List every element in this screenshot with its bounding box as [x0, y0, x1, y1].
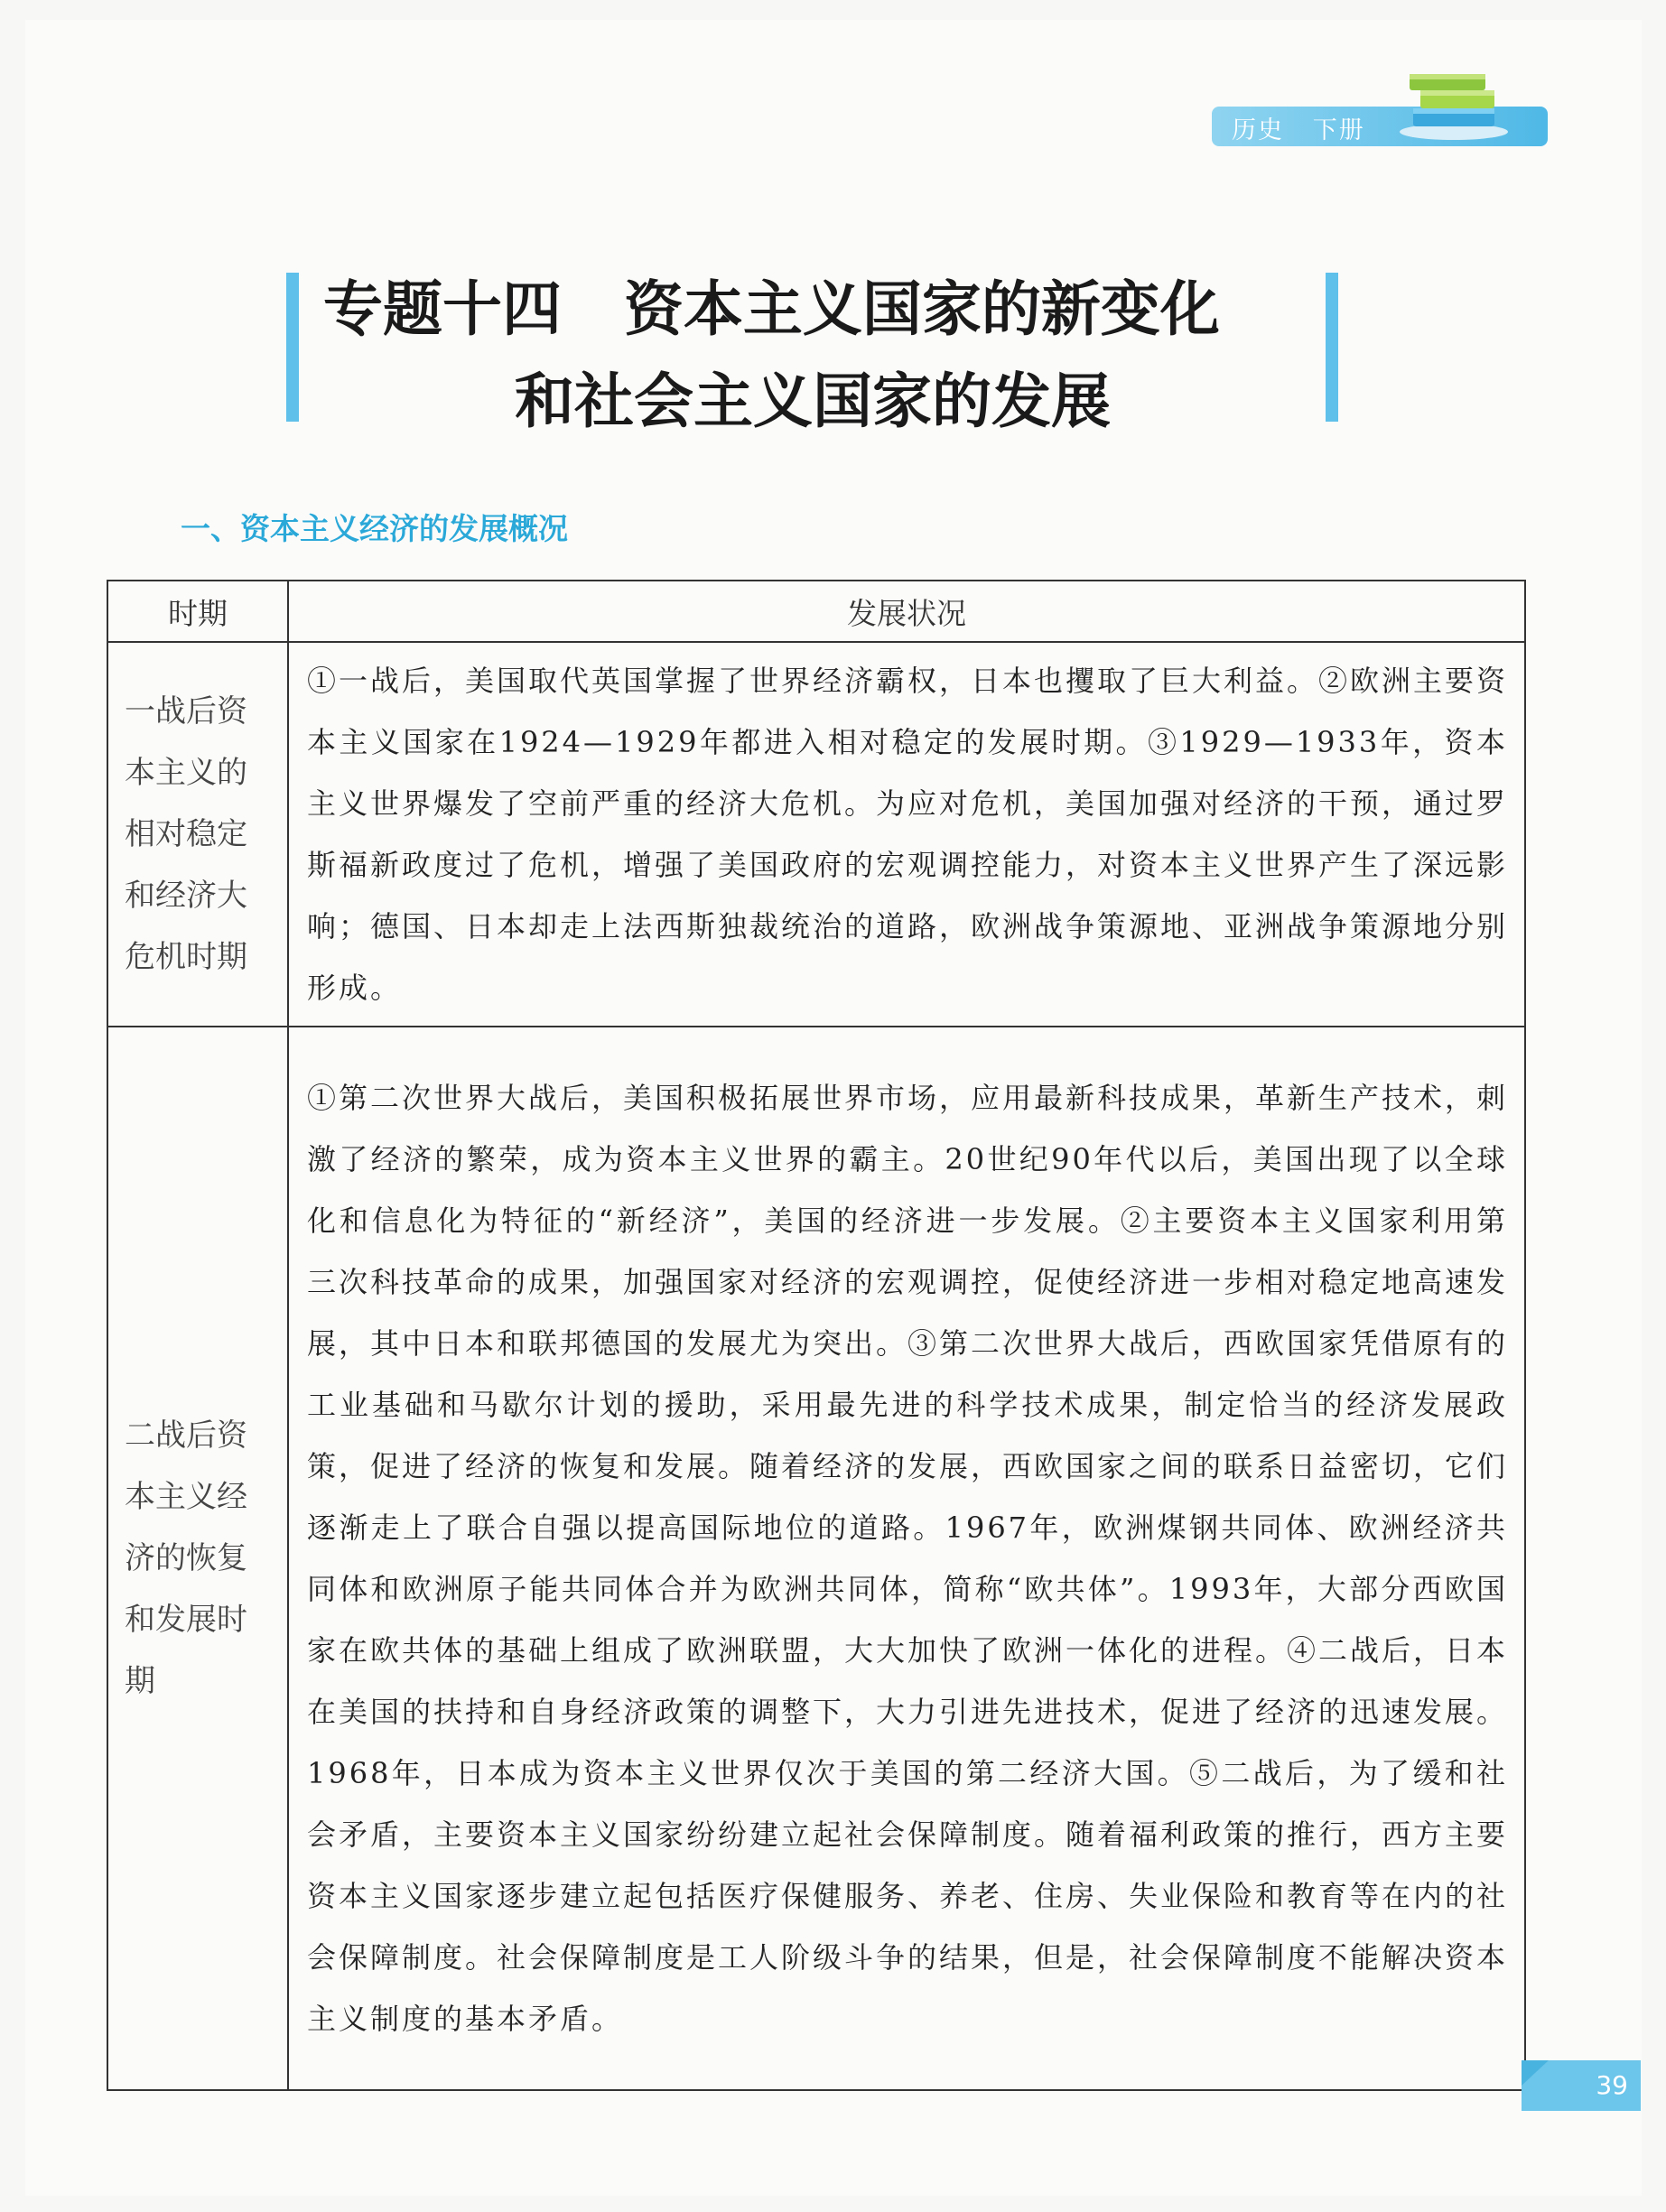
title-line-2: 和社会主义国家的发展	[515, 367, 1111, 436]
column-header-period: 时期	[107, 581, 288, 642]
page-number: 39	[1522, 2060, 1641, 2111]
content-cell: ①一战后，美国取代英国掌握了世界经济霸权，日本也攫取了巨大利益。②欧洲主要资本主义国家在1924—1929年都进入相对稳定的发展时期。③1929—1933年，资本主义世界爆发了空前严重的经济大危机。为应对危机，美国加强对经济的干预，通过罗斯福新政度过了危机，增强了美国政府的宏观调控能力，对资本主义世界产生了深远影响；德国、日本却走上法西斯独裁统治的道路，欧洲战争策源地、亚洲战争策源地分别形成。	[288, 642, 1525, 1027]
title-accent-bar-left	[286, 273, 299, 422]
period-cell: 一战后资本主义的相对稳定和经济大危机时期	[107, 642, 288, 1027]
page-corner-tab	[1522, 2060, 1549, 2086]
page-title	[307, 264, 1318, 448]
content-cell: ①第二次世界大战后，美国积极拓展世界市场，应用最新科技成果，革新生产技术，刺激了经济的繁荣，成为资本主义世界的霸主。20世纪90年代以后，美国出现了以全球化和信息化为特征的“新经济”，美国的经济进一步发展。②主要资本主义国家利用第三次科技革命的成果，加强国家对经济的宏观调控，促使经济进一步相对稳定地高速发展，其中日本和联邦德国的发展尤为突出。③第二次世界大战后，西欧国家凭借原有的工业基础和马歇尔计划的援助，采用最先进的科学技术成果，制定恰当的经济发展政策，促进了经济的恢复和发展。随着经济的发展，西欧国家之间的联系日益密切，它们逐渐走上了联合自强以提高国际地位的道路。1967年，欧洲煤钢共同体、欧洲经济共同体和欧洲原子能共同体合并为欧洲共同体，简称“欧共体”。1993年，大部分西欧国家在欧共体的基础上组成了欧洲联盟，大大加快了欧洲一体化的进程。④二战后，日本在美国的扶持和自身经济政策的调整下，大力引进先进技术，促进了经济的迅速发展。1968年，日本成为资本主义世界仅次于美国的第二经济大国。⑤二战后，为了缓和社会矛盾，主要资本主义国家纷纷建立起社会保障制度。随着福利政策的推行，西方主要资本主义国家逐步建立起包括医疗保健服务、养老、住房、失业保险和教育等在内的社会保障制度。社会保障制度是工人阶级斗争的结果，但是，社会保障制度不能解决资本主义制度的基本矛盾。	[288, 1027, 1525, 2090]
stacked-books-icon	[1395, 61, 1512, 143]
title-line-1: 专题十四 资本主义国家的新变化	[323, 274, 1220, 344]
section-heading: 一、资本主义经济的发展概况	[181, 511, 568, 546]
table-row	[107, 642, 1525, 1027]
period-cell: 二战后资本主义经济的恢复和发展时期	[107, 1027, 288, 2090]
column-header-status: 发展状况	[288, 581, 1525, 642]
badge-text: 历史 下册	[1232, 116, 1365, 144]
title-accent-bar-right	[1326, 273, 1338, 422]
table-header-row	[107, 581, 1525, 642]
development-table	[107, 580, 1526, 2091]
table-row	[107, 1027, 1525, 2090]
